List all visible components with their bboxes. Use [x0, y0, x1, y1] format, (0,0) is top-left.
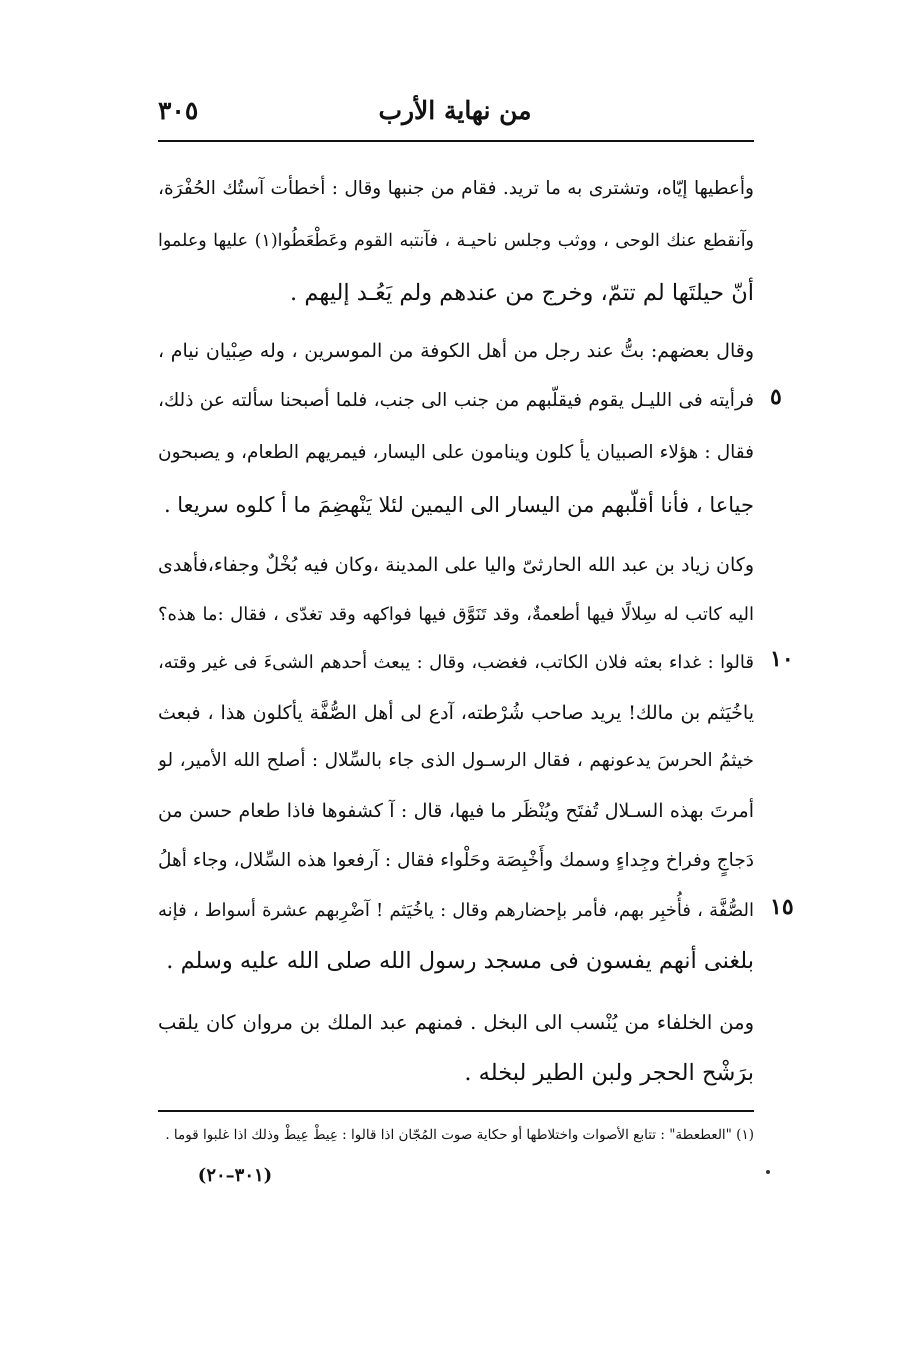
text-line: وآنقطع عنك الوحى ، ووثب وجلس ناحيـة ، فآنتبه القوم وعَطْعَطُوا(١) عليها وعلموا — [158, 231, 754, 251]
print-speck — [766, 1170, 770, 1174]
text-line: ياخُيَثم بن مالك! يريد صاحب شُرْطته، آدع لى أهل الصُّفَّة يأكلون هذا ، فبعث — [158, 702, 754, 724]
text-line: برَشْح الحجر ولبن الطير لبخله . — [464, 1060, 754, 1086]
text-line: جياعا ، فأنا أقلّبهم من اليسار الى اليمين لئلا يَنْهضِمَ ما أ كلوه سريعا . — [163, 493, 754, 517]
text-line: اليه كاتب له سِلالًا فيها أطعمةٌ، وقد تَنَوَّق فيها فواكهه وقد تغدّى ، فقال :ما هذه؟ — [158, 604, 754, 625]
line-number-marker: ١٥ — [770, 894, 794, 920]
text-line: أمرتَ بهذه السـلال تُفتَح ويُنْظَر ما فيها، قال : آ كشفوها فاذا طعام حسن من — [158, 800, 754, 822]
text-line: خيثمُ الحرسَ يدعونهم ، فقال الرسـول الذى جاء بالسِّلال : أصلح الله الأمير، لو — [158, 750, 754, 771]
printer-signature: (٣٠١–٢٠) — [197, 1165, 273, 1186]
text-line: فقال : هؤلاء الصبيان يأ كلون وينامون على اليسار، فيمريهم الطعام، و يصبحون — [158, 442, 754, 463]
text-line: أنّ حيلتَها لم تتمّ، وخرج من عندهم ولم يَعُـد إليهم . — [290, 280, 754, 306]
text-line: ومن الخلفاء من يُنْسب الى البخل . فمنهم عبد الملك بن مروان كان يلقب — [158, 1011, 754, 1034]
text-line: بلغنى أنهم يفسون فى مسجد رسول الله صلى الله عليه وسلم . — [166, 948, 754, 974]
text-line: وأعطيها إيّاه، وتشترى به ما تريد. فقام من جنبها وقال : أخطأت آستُك الحُفْرَة، — [158, 178, 754, 199]
header-rule — [158, 140, 754, 142]
page-number: ٣٠٥ — [158, 96, 199, 125]
line-number-marker: ٥ — [770, 384, 782, 410]
text-line: الصُّفَّة ، فأُخبِر بهم، فأمر بإحضارهم وقال : ياخُيَثم ! آضْرِبهم عشرة أسواط ، فإنه — [158, 900, 754, 921]
text-line: قالوا : غداء بعثه فلان الكاتب، فغضب، وقال : يبعث أحدهم الشىءَ فى غير وقته، — [158, 652, 754, 673]
text-line: فرأيته فى الليـل يقوم فيقلّبهم من جنب الى جنب، فلما أصبحنا سألته عن ذلك، — [158, 390, 754, 411]
footnote-rule — [158, 1110, 754, 1112]
text-line: وكان زياد بن عبد الله الحارثىّ واليا على المدينة ،وكان فيه بُخْلٌ وجفاء،فأهدى — [158, 554, 754, 576]
running-header: من نهاية الأرب — [378, 96, 532, 125]
footnote: (١) "العطعطة" : تتابع الأصوات واختلاطها أو حكاية صوت المُجّان اذا قالوا : عِيطْ عِيطْ وذلك اذا غلبوا قوما . — [165, 1127, 754, 1143]
text-line: دَجاجٍ وفراخ وجِداءٍ وسمك وأَخْبِصَة وحَلْواء فقال : آرفعوا هذه السِّلال، وجاء أهلُ — [158, 850, 754, 871]
line-number-marker: ١٠ — [770, 646, 794, 672]
text-line: وقال بعضهم: بتُّ عند رجل من أهل الكوفة من الموسرين ، وله صِبْيان نيام ، — [158, 340, 754, 362]
